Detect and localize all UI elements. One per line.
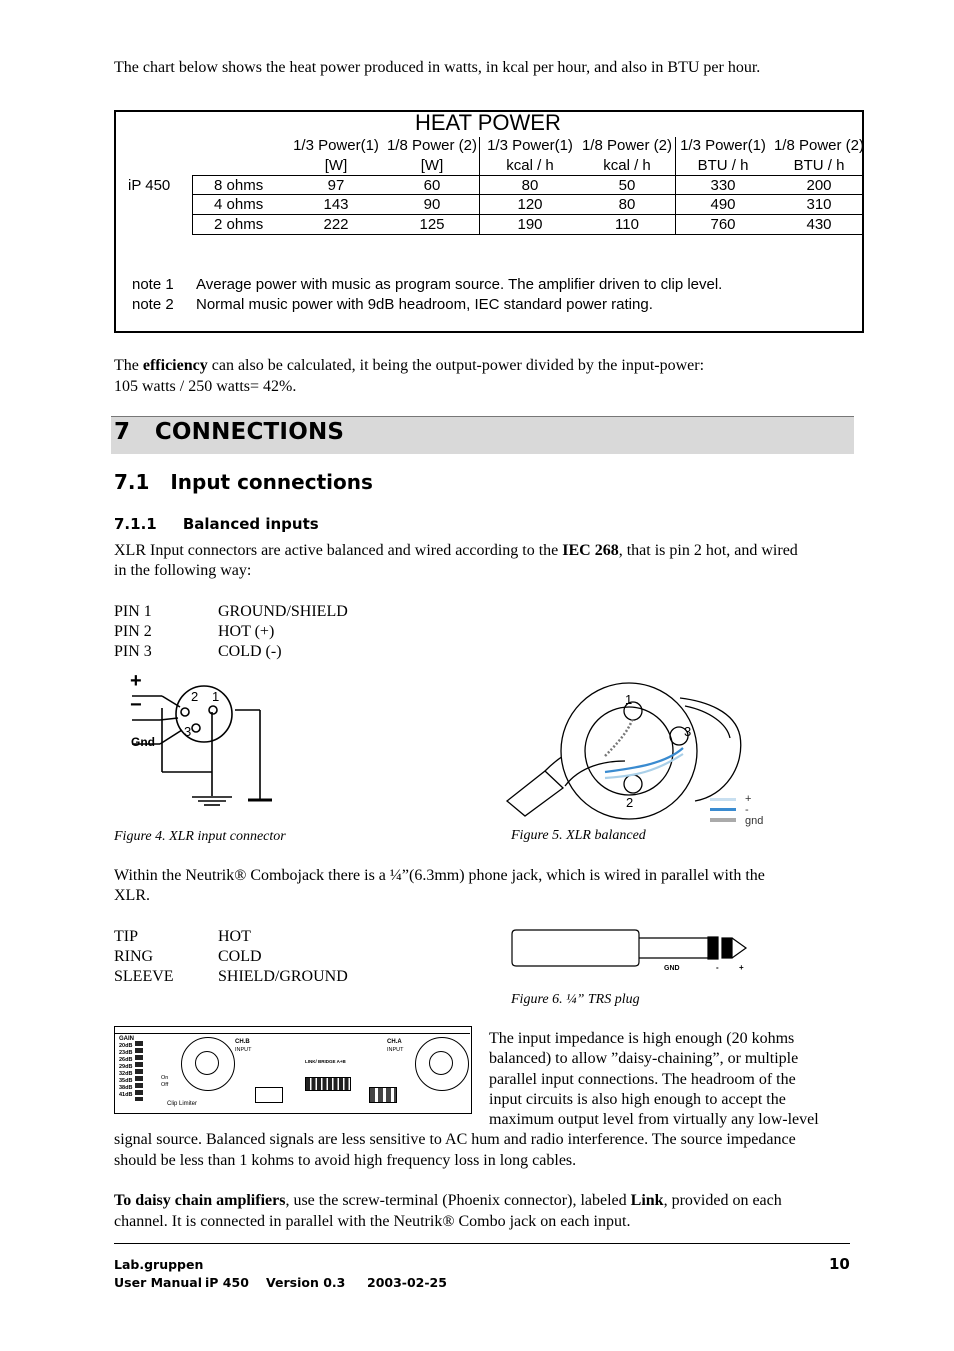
col-header: 1/8 Power (2) — [773, 137, 865, 154]
table-cell: 310 — [806, 196, 832, 213]
cha-link-terminal[interactable] — [369, 1087, 397, 1103]
col-header: 1/3 Power(1) — [487, 137, 573, 154]
combojack-text-line2: XLR. — [114, 887, 150, 904]
table-cell: 120 — [517, 196, 543, 213]
trs-part: SLEEVE — [114, 968, 174, 985]
cha-jack-inner — [429, 1051, 453, 1075]
panel-top-edge — [115, 1027, 470, 1034]
table-cell: 125 — [419, 216, 445, 233]
link-bridge-label: LINK/ BRIDGE A+B — [305, 1059, 346, 1064]
note-label: note 1 — [132, 276, 174, 293]
table-cell: 190 — [517, 216, 543, 233]
note-text: Average power with music as program source. The amplifier driven to clip level. — [196, 276, 723, 293]
load-label: 2 ohms — [214, 216, 264, 233]
trs-plus-label: + — [739, 963, 744, 972]
figure-5-caption: Figure 5. XLR balanced — [511, 828, 646, 843]
pin-label: PIN 1 — [114, 603, 152, 620]
col-header: 1/3 Power(1) — [680, 137, 766, 154]
table-cell: 110 — [615, 216, 639, 233]
col-header: 1/8 Power (2) — [386, 137, 478, 154]
chb-input-label: INPUT — [235, 1047, 252, 1053]
daisy-chain-bold: To daisy chain amplifiers — [114, 1192, 286, 1209]
chb-link-terminal[interactable] — [255, 1087, 283, 1103]
table-cell: 490 — [710, 196, 736, 213]
chb-jack-inner — [195, 1051, 219, 1075]
table-cell: 97 — [327, 177, 345, 194]
table-cell: 80 — [521, 177, 539, 194]
intro-text: The chart below shows the heat power produced in watts, in kcal per hour, and also in BTU per hour. — [114, 59, 761, 76]
pin-desc: HOT (+) — [218, 623, 275, 640]
impedance-line: input circuits is also high enough to accept the — [489, 1091, 786, 1108]
trs-desc: COLD — [218, 948, 262, 965]
table-cell: 330 — [710, 177, 736, 194]
col-header: 1/3 Power(1) — [293, 137, 379, 154]
unit-label: BTU / h — [793, 157, 845, 174]
combojack-text: Within the Neutrik® Combojack there is a ¼”(6.3mm) phone jack, which is wired in parallel with the — [114, 867, 765, 884]
subsection-heading: 7.1 Input connections — [114, 470, 373, 494]
table-cell: 222 — [323, 216, 349, 233]
model-label: iP 450 — [128, 177, 171, 194]
table-rule — [192, 175, 193, 235]
xlr-paragraph: XLR Input connectors are active balanced and wired according to the IEC 268, that is pin 2 hot, and wired — [114, 542, 798, 559]
gain-label: GAIN — [119, 1036, 134, 1042]
table-rule — [192, 214, 864, 215]
page-number: 10 — [829, 1255, 850, 1273]
daisy-chain-line2: channel. It is connected in parallel with the Neutrik® Combo jack on each input. — [114, 1213, 631, 1230]
xlr-paragraph-line2: in the following way: — [114, 562, 252, 579]
legend-label: + — [745, 793, 752, 805]
load-label: 8 ohms — [214, 177, 264, 194]
off-label: Off — [161, 1082, 169, 1088]
footer-model: iP 450 — [205, 1275, 249, 1290]
on-label: On — [161, 1075, 169, 1081]
impedance-line: should be less than 1 kohms to avoid high frequency loss in long cables. — [114, 1152, 577, 1169]
table-rule — [192, 234, 864, 235]
impedance-line: The input impedance is high enough (20 kohms — [489, 1030, 795, 1047]
trs-part: RING — [114, 948, 154, 965]
cha-label: CH.A — [387, 1039, 402, 1045]
unit-label: BTU / h — [697, 157, 749, 174]
footer-rule — [114, 1243, 850, 1244]
gnd-label: Gnd — [131, 735, 155, 749]
impedance-line: balanced) to allow ”daisy-chaining”, or multiple — [489, 1050, 799, 1067]
plus-label: + — [130, 670, 142, 692]
unit-label: [W] — [420, 157, 444, 174]
footer-version: Version 0.3 — [266, 1275, 346, 1290]
table-cell: 200 — [806, 177, 832, 194]
figure-6-caption: Figure 6. ¼” TRS plug — [511, 992, 640, 1007]
rear-panel — [114, 1026, 472, 1114]
legend-label: gnd — [745, 815, 764, 827]
note-text: Normal music power with 9dB headroom, IEC standard power rating. — [196, 296, 653, 313]
cha-input-label: INPUT — [387, 1047, 404, 1053]
iec-bold: IEC 268 — [562, 542, 619, 559]
heat-power-title: HEAT POWER — [415, 110, 561, 135]
note-label: note 2 — [132, 296, 174, 313]
minus-label: − — [130, 694, 142, 716]
pin-number: 2 — [626, 795, 634, 810]
pin-desc: GROUND/SHIELD — [218, 603, 348, 620]
table-cell: 80 — [618, 196, 636, 213]
efficiency-result: 105 watts / 250 watts= 42%. — [114, 378, 297, 395]
table-cell: 143 — [323, 196, 349, 213]
legend-label: - — [745, 804, 749, 816]
table-cell: 760 — [710, 216, 736, 233]
pin-number: 1 — [212, 689, 220, 704]
subsubsection-heading: 7.1.1 Balanced inputs — [114, 515, 319, 533]
pin-label: PIN 3 — [114, 643, 152, 660]
pin-number: 3 — [684, 724, 692, 739]
footer-manual: User Manual — [114, 1275, 202, 1290]
pin-number: 3 — [184, 724, 192, 739]
table-cell: 60 — [423, 177, 441, 194]
col-header: 1/8 Power (2) — [581, 137, 673, 154]
pin-desc: COLD (-) — [218, 643, 282, 660]
xlr-balanced-diagram — [505, 676, 775, 826]
trs-desc: SHIELD/GROUND — [218, 968, 348, 985]
pin-label: PIN 2 — [114, 623, 152, 640]
unit-label: [W] — [324, 157, 348, 174]
daisy-chain-paragraph: To daisy chain amplifiers, use the screw-terminal (Phoenix connector), labeled Link, provided on each — [114, 1192, 782, 1209]
trs-desc: HOT — [218, 928, 251, 945]
link-dip-switch[interactable] — [305, 1077, 351, 1091]
footer-brand: Lab.gruppen — [114, 1257, 204, 1272]
section-heading: 7 CONNECTIONS — [114, 419, 345, 445]
unit-label: kcal / h — [506, 157, 554, 174]
trs-part: TIP — [114, 928, 138, 945]
table-rule — [862, 112, 864, 136]
gain-dip-switch[interactable] — [135, 1041, 143, 1101]
table-rule — [192, 175, 864, 176]
gain-steps: 20dB 23dB 26dB 29dB 32dB 35dB 38dB 41dB — [119, 1043, 133, 1098]
impedance-line: parallel input connections. The headroom of the — [489, 1071, 796, 1088]
trs-minus-label: - — [716, 963, 719, 972]
efficiency-text: The efficiency can also be calculated, it being the output-power divided by the input-power: — [114, 357, 705, 374]
table-cell: 430 — [806, 216, 832, 233]
table-cell: 50 — [618, 177, 636, 194]
link-bold: Link — [630, 1192, 664, 1209]
load-label: 4 ohms — [214, 196, 264, 213]
clip-limiter-label: Clip Limiter — [167, 1101, 198, 1107]
footer-date: 2003-02-25 — [367, 1275, 447, 1290]
impedance-line: maximum output level from virtually any low-level — [489, 1111, 819, 1128]
trs-gnd-label: GND — [664, 965, 680, 972]
table-cell: 90 — [423, 196, 441, 213]
unit-label: kcal / h — [603, 157, 651, 174]
figure-4-caption: Figure 4. XLR input connector — [114, 829, 286, 844]
pin-number: 1 — [625, 692, 633, 707]
impedance-line: signal source. Balanced signals are less sensitive to AC hum and radio interference. The source impedance — [114, 1131, 796, 1148]
chb-label: CH.B — [235, 1039, 250, 1045]
efficiency-bold: efficiency — [142, 357, 208, 374]
pin-number: 2 — [191, 689, 199, 704]
